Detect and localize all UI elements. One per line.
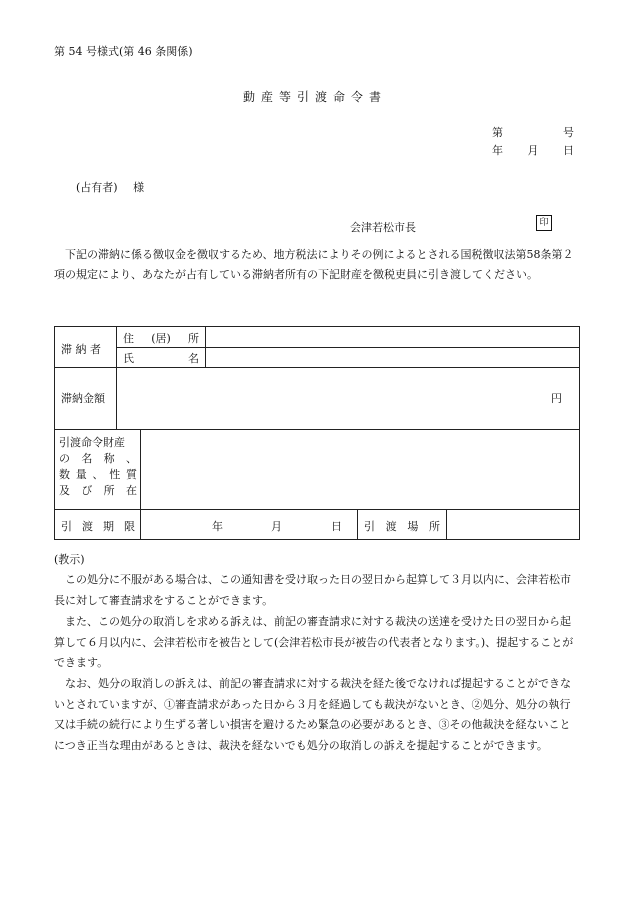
table-divider bbox=[55, 367, 579, 368]
notes-paragraph: また、この処分の取消しを求める訴えは、前記の審査請求に対する裁決の送達を受けた日の翌日から起算して６月以内に、会津若松市を被告として(会津若松市長が被告の代表者となります。)、提起することができます。 bbox=[54, 615, 574, 669]
property-label-char: 及 bbox=[59, 484, 70, 497]
property-label-char: 質 bbox=[126, 468, 137, 481]
doc-number-suffix: 号 bbox=[563, 126, 574, 139]
property-label-char: 所 bbox=[103, 484, 115, 497]
deadline-label-char: 限 bbox=[124, 520, 135, 533]
notes-paragraph: なお、処分の取消しの訴えは、前記の審査請求に対する裁決を経た後でなければ提起することができないとされていますが、①審査請求があった日から３月を経過しても裁決がないとき、②処分、処分の執行又は手続の続行により生ずる著しい損害を避けるため緊急の必要があるとき、③その他裁決を経ないことにつき正当な理由があるときは、裁決を経ないでも処分の取消しの訴えを提起することができます。 bbox=[54, 677, 571, 752]
notes-heading: (教示) bbox=[54, 553, 85, 566]
property-label-char: 量 bbox=[75, 468, 87, 481]
date-month-label: 月 bbox=[527, 144, 539, 157]
table-divider bbox=[446, 509, 447, 539]
property-label-text: 引渡命令財産 bbox=[59, 436, 125, 449]
table-divider bbox=[55, 509, 579, 510]
property-label-line bbox=[59, 467, 137, 483]
table-divider bbox=[116, 347, 579, 348]
date-day-label: 日 bbox=[563, 144, 574, 157]
notes-paragraph: この処分に不服がある場合は、この通知書を受け取った日の翌日から起算して３月以内に、会津若松市長に対して審査請求をすることができます。 bbox=[54, 573, 571, 607]
property-label-line bbox=[59, 451, 137, 467]
property-label-char: 性 bbox=[109, 468, 121, 481]
property-label-char: び bbox=[81, 484, 93, 497]
property-table bbox=[54, 326, 580, 540]
property-label-char: 名 bbox=[81, 452, 93, 465]
amount-unit: 円 bbox=[551, 392, 562, 405]
document-date bbox=[492, 142, 574, 158]
deadline-label-char: 渡 bbox=[82, 520, 93, 533]
property-label-line bbox=[59, 483, 137, 499]
table-divider bbox=[357, 509, 358, 539]
property-label-char: 数 bbox=[59, 468, 70, 481]
deadline-year-label: 年 bbox=[212, 520, 223, 533]
place-label-char: 所 bbox=[428, 520, 440, 533]
property-label bbox=[59, 435, 137, 499]
recipient-honorific: 様 bbox=[133, 181, 145, 194]
table-divider bbox=[55, 429, 579, 430]
table-divider bbox=[140, 429, 141, 509]
name-label bbox=[123, 350, 199, 366]
address-label-char: 所 bbox=[188, 332, 199, 345]
amount-label: 滞納金額 bbox=[61, 392, 105, 405]
recipient-label: (占有者) bbox=[76, 181, 118, 194]
deadline-label-char: 引 bbox=[61, 520, 72, 533]
address-label bbox=[123, 330, 199, 346]
delinquent-label-text: 滞 納 者 bbox=[61, 343, 101, 356]
place-label-char: 引 bbox=[364, 520, 375, 533]
property-label-char: の bbox=[59, 452, 70, 465]
property-label-char: 、 bbox=[92, 468, 104, 481]
property-label-char: 、 bbox=[125, 452, 137, 465]
recipient-line bbox=[76, 179, 144, 195]
deadline-label-char: 期 bbox=[103, 520, 114, 533]
property-label-line bbox=[59, 435, 137, 451]
issuer-name: 会津若松市長 bbox=[350, 221, 416, 234]
seal-mark: 印 bbox=[536, 215, 552, 231]
place-label-char: 場 bbox=[407, 520, 419, 533]
table-divider bbox=[140, 509, 141, 539]
name-label-char: 名 bbox=[188, 352, 199, 365]
deadline-month-label: 月 bbox=[271, 520, 282, 533]
place-label bbox=[364, 518, 440, 534]
form-number: 第 54 号様式(第 46 条関係) bbox=[54, 45, 193, 58]
place-label-char: 渡 bbox=[385, 520, 397, 533]
name-label-char: 氏 bbox=[123, 352, 134, 365]
deadline-label bbox=[61, 518, 135, 534]
intro-paragraph: 下記の滞納に係る徴収金を徴収するため、地方税法によりその例によるとされる国税徴収法第58条第２項の規定により、あなたが占有している滞納者所有の下記財産を徴税吏員に引き渡してください。 bbox=[54, 248, 574, 281]
document-title: 動産等引渡命令書 bbox=[242, 90, 387, 104]
doc-number-prefix: 第 bbox=[492, 126, 503, 139]
delinquent-label bbox=[61, 341, 111, 357]
property-label-char: 在 bbox=[125, 484, 137, 497]
date-year-label: 年 bbox=[492, 144, 503, 157]
document-number bbox=[492, 124, 574, 140]
address-label-char: 住 bbox=[123, 332, 134, 345]
address-label-char: (居) bbox=[151, 332, 171, 345]
deadline-day-label: 日 bbox=[331, 520, 342, 533]
table-divider bbox=[116, 367, 117, 429]
property-label-char: 称 bbox=[103, 452, 115, 465]
